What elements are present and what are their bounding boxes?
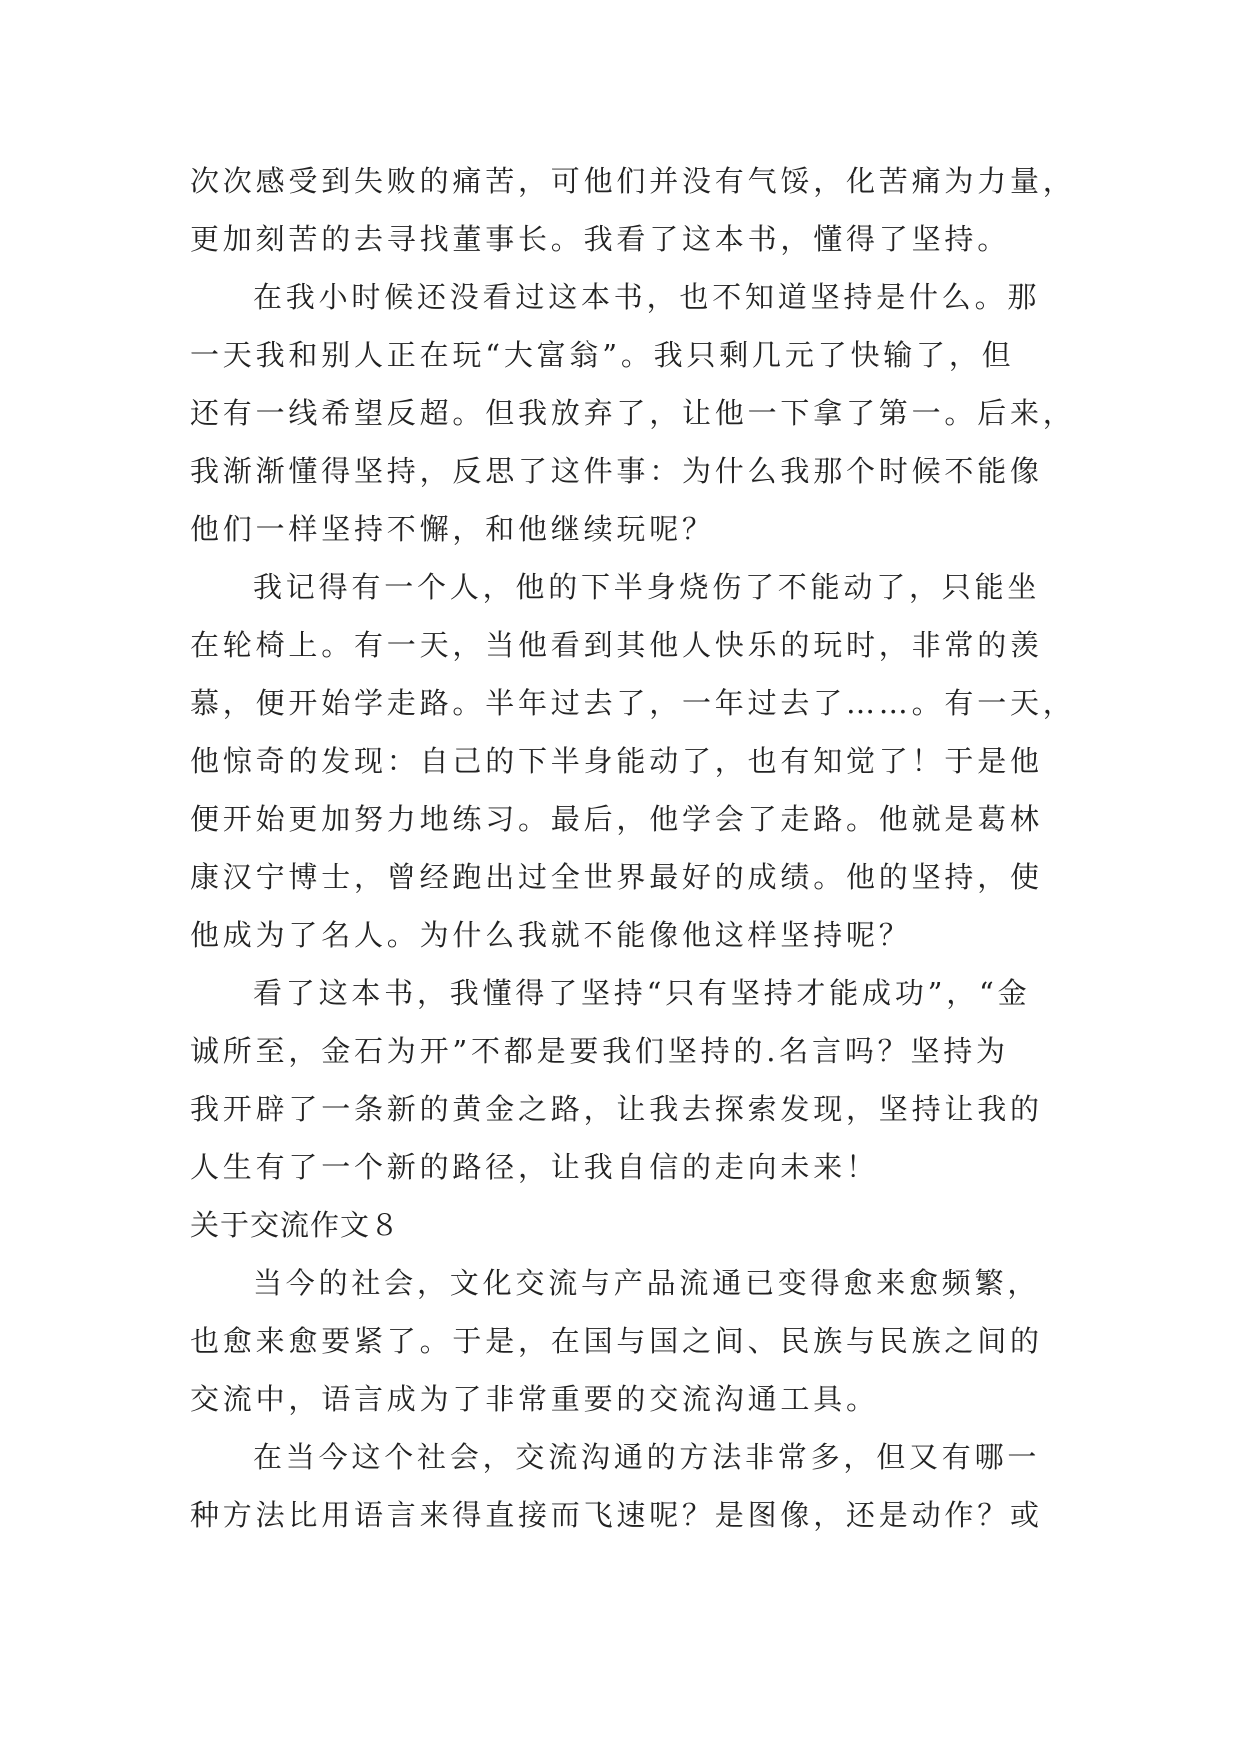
text-line: 我开辟了一条新的黄金之路，让我去探索发现，坚持让我的: [190, 1092, 1043, 1126]
essay-body: [190, 152, 1076, 1544]
text-line: 种方法比用语言来得直接而飞速呢？是图像，还是动作？或: [190, 1498, 1043, 1532]
paragraph-start-line: 在当今这个社会，交流沟通的方法非常多，但又有哪一: [253, 1440, 1041, 1474]
text-line: 他惊奇的发现：自己的下半身能动了，也有知觉了！于是他: [190, 744, 1043, 778]
paragraph-start-line: 我记得有一个人，他的下半身烧伤了不能动了，只能坐: [253, 570, 1041, 604]
text-line: 更加刻苦的去寻找董事长。我看了这本书，懂得了坚持。: [190, 222, 1011, 256]
paragraph-start-line: 在我小时候还没看过这本书，也不知道坚持是什么。那: [253, 280, 1041, 314]
text-line: 康汉宁博士，曾经跑出过全世界最好的成绩。他的坚持，使: [190, 860, 1043, 894]
text-line: 我渐渐懂得坚持，反思了这件事：为什么我那个时候不能像: [190, 454, 1043, 488]
text-line: 在轮椅上。有一天，当他看到其他人快乐的玩时，非常的羡: [190, 628, 1043, 662]
text-line: 一天我和别人正在玩“大富翁”。我只剩几元了快输了，但: [190, 338, 1015, 372]
text-line: 慕，便开始学走路。半年过去了，一年过去了……。有一天，: [190, 686, 1076, 720]
section-heading: 关于交流作文８: [190, 1208, 401, 1242]
text-line: 人生有了一个新的路径，让我自信的走向未来！: [190, 1150, 879, 1184]
text-line: 还有一线希望反超。但我放弃了，让他一下拿了第一。后来，: [190, 396, 1076, 430]
text-line: 诚所至，金石为开”不都是要我们坚持的.名言吗？坚持为: [190, 1034, 1009, 1068]
text-line: 交流中，语言成为了非常重要的交流沟通工具。: [190, 1382, 879, 1416]
text-line: 也愈来愈要紧了。于是，在国与国之间、民族与民族之间的: [190, 1324, 1043, 1358]
text-line: 次次感受到失败的痛苦，可他们并没有气馁，化苦痛为力量，: [190, 164, 1076, 198]
paragraph-start-line: 看了这本书，我懂得了坚持“只有坚持才能成功”，“金: [253, 976, 1031, 1010]
paragraph-start-line: 当今的社会，文化交流与产品流通已变得愈来愈频繁，: [253, 1266, 1041, 1300]
text-line: 他成为了名人。为什么我就不能像他这样坚持呢？: [190, 918, 912, 952]
text-line: 便开始更加努力地练习。最后，他学会了走路。他就是葛林: [190, 802, 1043, 836]
text-line: 他们一样坚持不懈，和他继续玩呢？: [190, 512, 715, 546]
